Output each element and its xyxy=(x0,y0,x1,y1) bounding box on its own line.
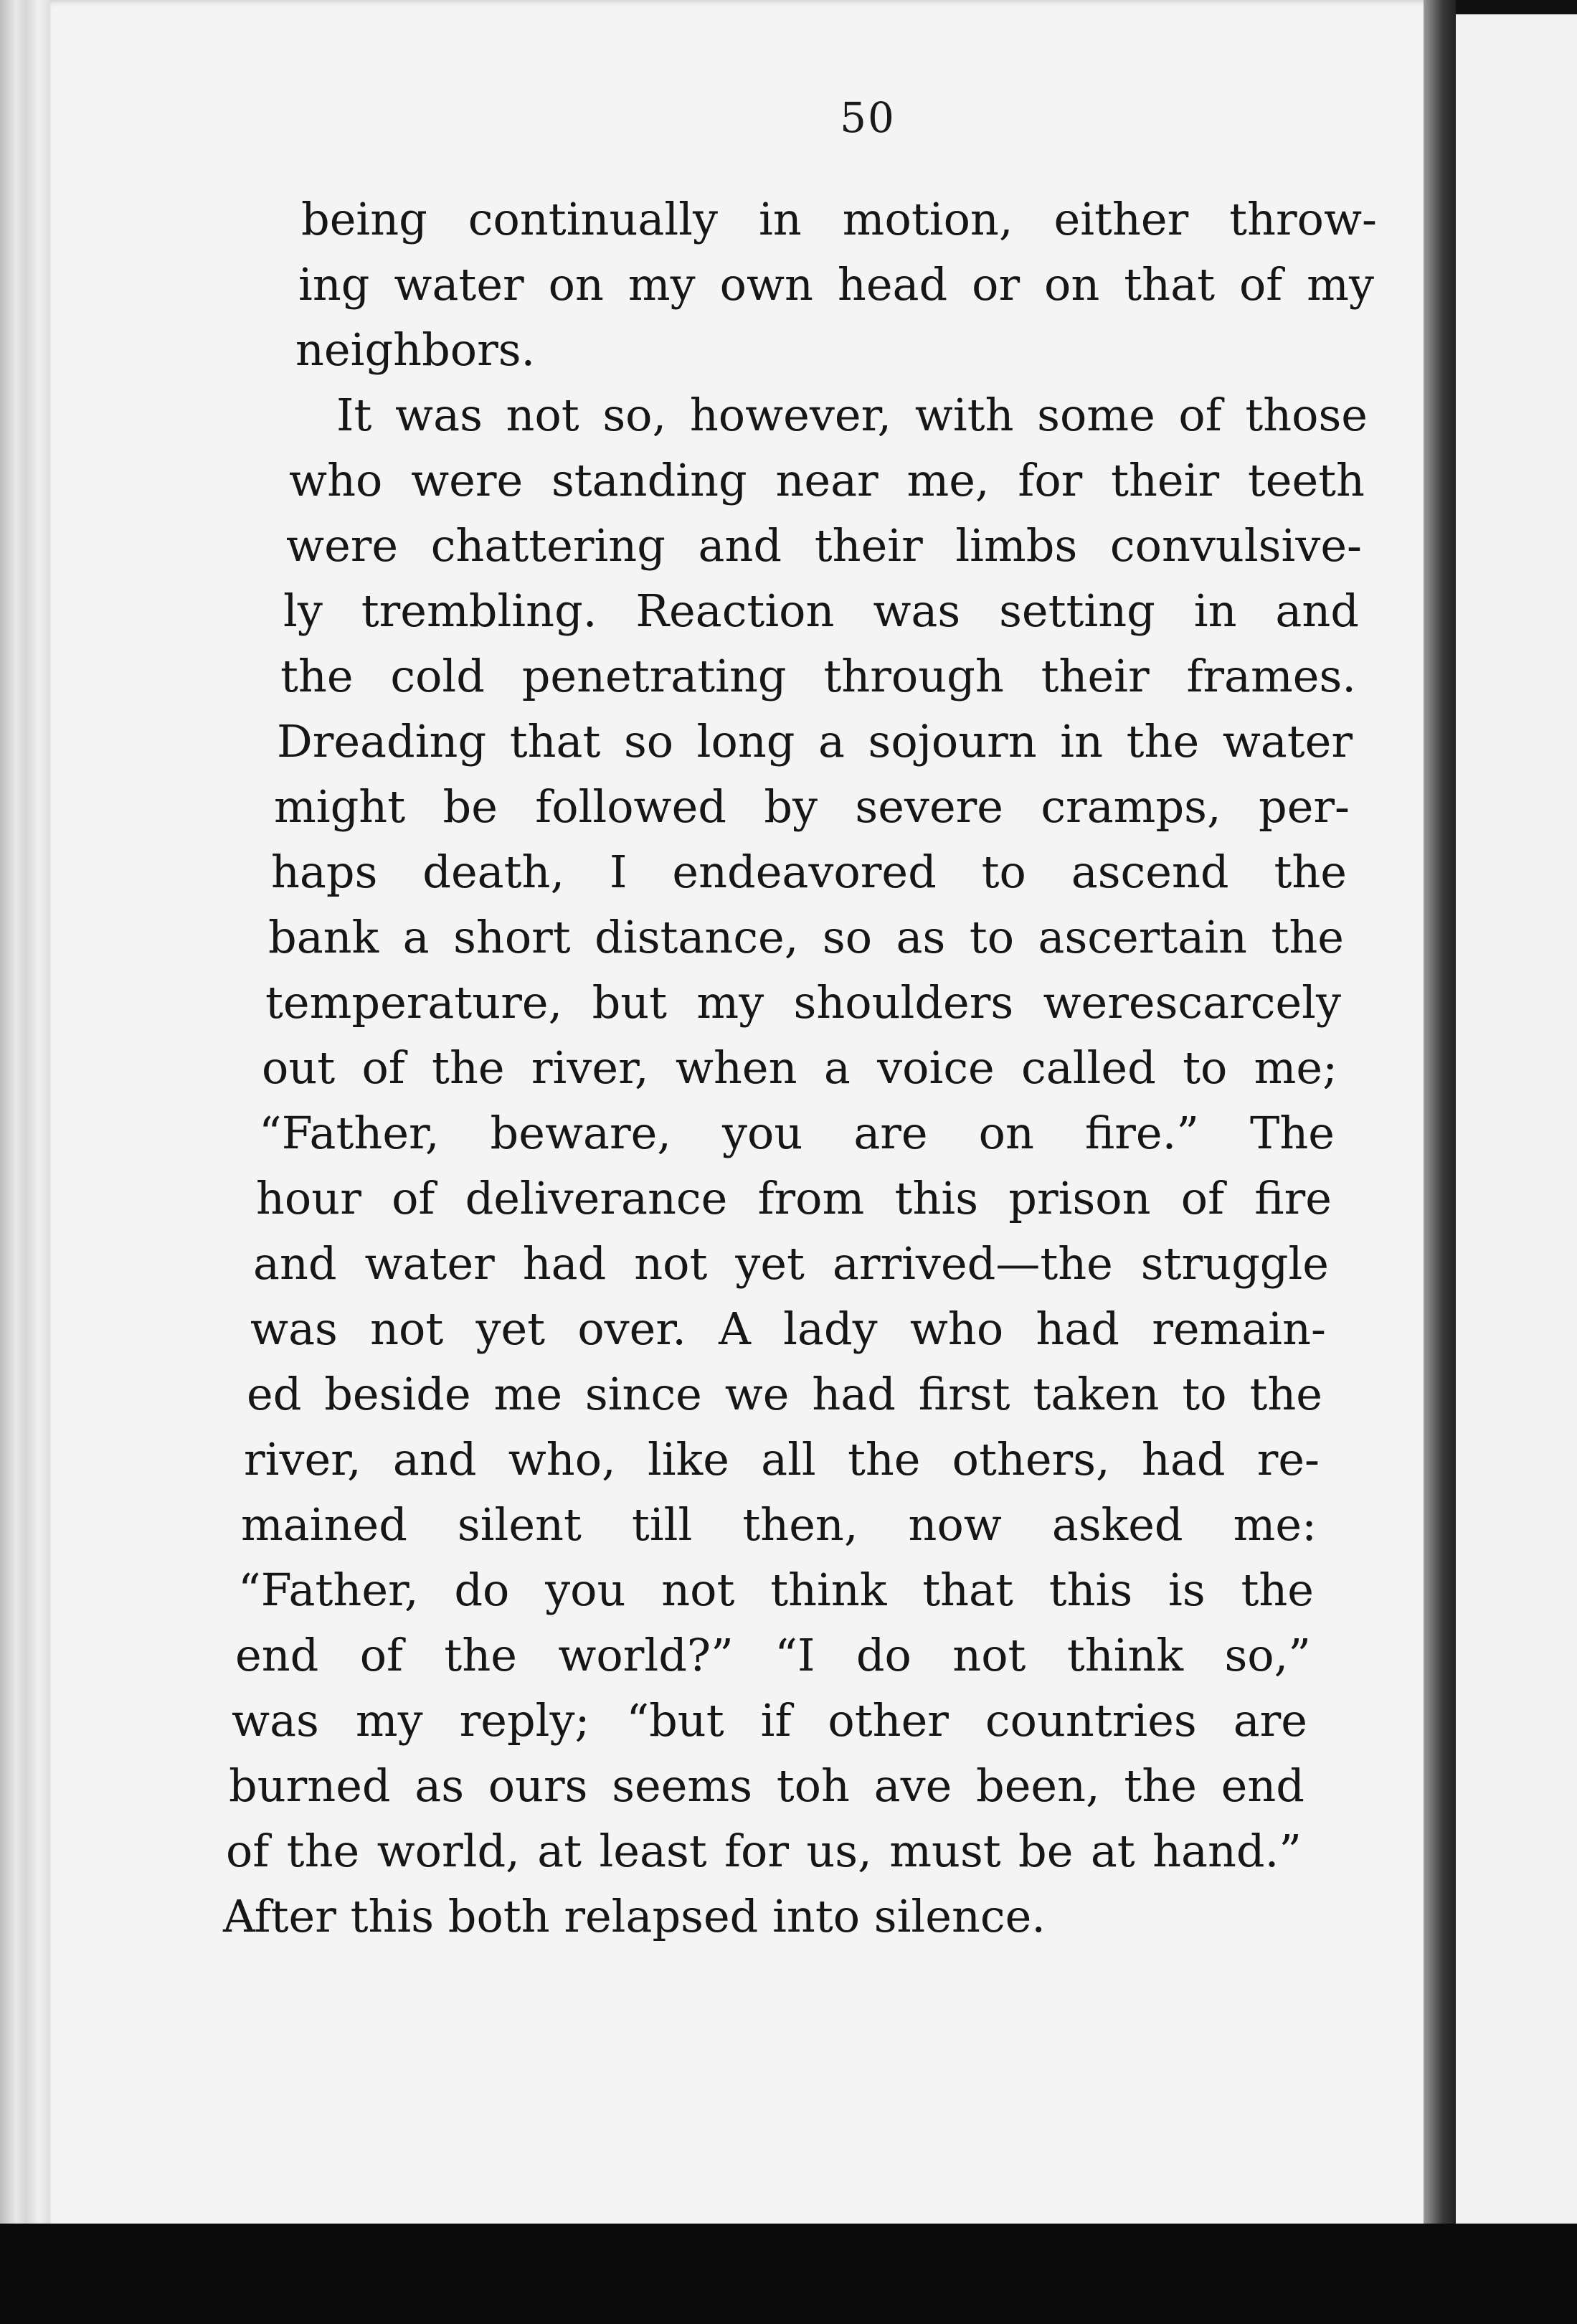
text-line: “Father, do you not think that this is the xyxy=(238,1564,1314,1616)
scan-bottom-border xyxy=(0,2224,1577,2324)
text-line: “Father, beware, you are on fire.” The xyxy=(259,1107,1335,1159)
text-line: haps death, I endeavored to ascend the xyxy=(271,846,1347,898)
text-line: were chattering and their limbs convulsive- xyxy=(286,519,1362,572)
text-line: end of the world?” “I do not think so,” xyxy=(235,1629,1311,1681)
text-line: and water had not yet arrived—the struggle xyxy=(253,1237,1329,1290)
text-line: was my reply; “but if other countries are xyxy=(232,1694,1307,1747)
text-line: of the world, at least for us, must be at hand.” xyxy=(226,1825,1302,1877)
book-page xyxy=(50,0,1452,2231)
text-line: hour of deliverance from this prison of fire xyxy=(256,1172,1332,1224)
text-line: ed beside me since we had first taken to the xyxy=(247,1368,1322,1420)
text-line: being continually in motion, either throw- xyxy=(301,193,1377,245)
text-line: After this both relapsed into silence. xyxy=(223,1890,1046,1942)
spine-shadow xyxy=(1424,0,1456,2245)
text-line: ly trembling. Reaction was setting in and xyxy=(283,585,1359,637)
text-line: neighbors. xyxy=(295,323,536,376)
text-line: river, and who, like all the others, had re- xyxy=(244,1433,1320,1485)
text-line: It was not so, however, with some of those xyxy=(336,389,1368,441)
text-line: mained silent till then, now asked me: xyxy=(241,1498,1317,1551)
text-line: temperature, but my shoulders werescarcely xyxy=(265,976,1341,1029)
text-line: Dreading that so long a sojourn in the water xyxy=(277,715,1353,767)
text-line: who were standing near me, for their teeth xyxy=(289,454,1365,506)
page-number: 50 xyxy=(840,93,896,142)
text-line: the cold penetrating through their frames. xyxy=(280,650,1356,702)
text-line: bank a short distance, so as to ascertain the xyxy=(268,911,1344,963)
facing-page-edge xyxy=(1456,14,1577,2252)
text-line: might be followed by severe cramps, per- xyxy=(274,780,1350,833)
text-line: was not yet over. A lady who had remain- xyxy=(250,1303,1326,1355)
text-line: burned as ours seems toh ave been, the end xyxy=(229,1759,1304,1812)
text-line: ing water on my own head or on that of my xyxy=(298,258,1374,311)
text-line: out of the river, when a voice called to me; xyxy=(262,1041,1337,1094)
